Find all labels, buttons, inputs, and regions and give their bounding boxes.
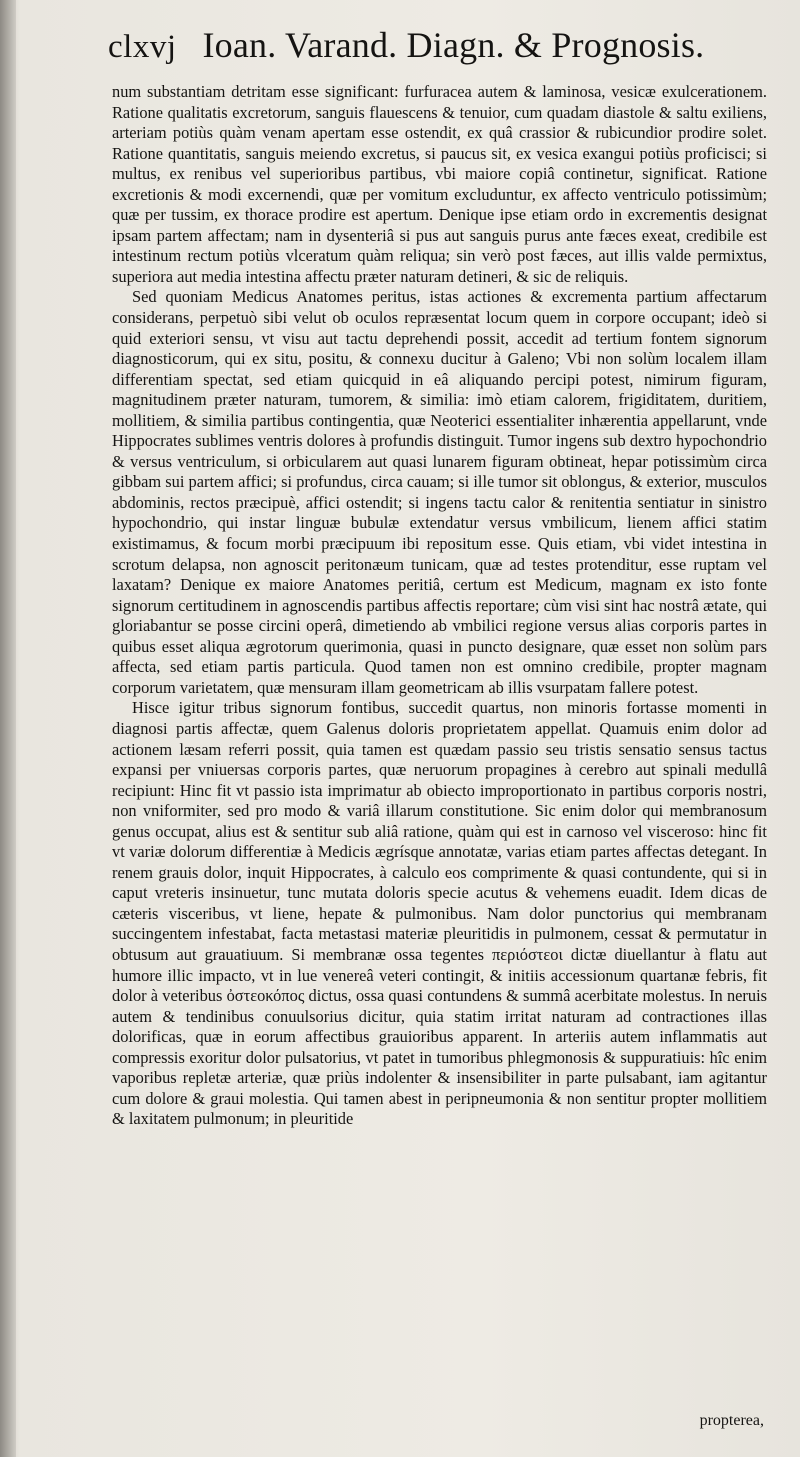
page-header <box>108 24 788 74</box>
folio-number: clxvj <box>108 29 177 65</box>
catchword: propterea, <box>699 1412 764 1429</box>
running-title: Ioan. Varand. Diagn. & Prognosis. <box>202 25 705 65</box>
paragraph-2: Sed quoniam Medicus Anatomes peritus, istas actiones & excrementa partium affectarum considerans, perpetuò sibi velut ob oculos repræsentat locum quem in corpore occupant; ideò si quid exteriori sensu, vt visu aut tactu deprehendi possit, accedit ad tertium fontem signorum diagnosticorum, qui ex situ, positu, & connexu ducitur à Galeno; Vbi non solùm localem illam differentiam spectat, sed etiam quicquid in eâ aliquando percipi potest, nimirum figuram, magnitudinem præter naturam, tumorem, & similia: imò etiam calorem, frigiditatem, duritiem, mollitiem, & similia partibus contingentia, quæ Neoterici essentialiter inhærentia appellarunt, vnde Hippocrates sublimes ventris dolores à profundis distinguit. Tumor ingens sub dextro hypochondrio & versus ventriculum, si orbicularem aut quasi lunarem figuram obtineat, hepar potissimùm circa gibbam sui partem affici; si profundus, circa cauam; si ille tumor sit oblongus, & exterior, musculos abdominis, rectos præcipuè, affici ostendit; si ingens tactu calor & renitentia sentiatur in sinistro hypochondrio, qui instar linguæ bubulæ extendatur versus vmbilicum, lienem affici statim existimamus, & focum morbi præcipuum ibi repositum esse. Quis etiam, vbi videt intestina in scrotum delapsa, non agnoscit peritonæum tunicam, quæ ad testes protenditur, esse ruptam vel laxatam? Denique ex maiore Anatomes peritiâ, certum est Medicum, magnam ex isto fonte signorum certitudinem in agnoscendis partibus affectis reportare; cùm visi sint hac nostrâ ætate, qui gloriabantur se posse circini operâ, dimetiendo ab vmbilici regione versus alias corporis partes in quibus esset aliqua ægrotorum querimonia, quasi in puncto designare, quæ esset non solùm pars affecta, sed etiam partis particula. Quod tamen non est omnino credibile, propter magnam corporum varietatem, quæ mensuram illam geometricam ab illis vsurpatam fallere potest. <box>112 287 767 697</box>
paragraph-3: Hisce igitur tribus signorum fontibus, succedit quartus, non minoris fortasse momenti in diagnosi partis affectæ, quem Galenus doloris proprietatem appellat. Quamuis enim dolor ad actionem læsam referri possit, quia tamen est quædam passio seu tristis sensatio sensus tactus expansi per vniuersas corporis partes, quæ neruorum propagines à cerebro aut spinali medullâ recipiunt: Hinc fit vt passio ista imprimatur ab obiecto improportionato in partibus corporis nostri, non vniformiter, sed pro modo & variâ illarum constitutione. Sic enim dolor qui membranosum genus occupat, alius est & sentitur sub aliâ ratione, quàm qui est in carnoso vel visceroso: hinc fit vt variæ dolorum differentiæ à Medicis ægrísque annotatæ, varias etiam partes affectas detegant. In renem grauis dolor, inquit Hippocrates, à calculo eos comprimente & quasi contundente, qui si in caput vreteris insinuetur, tunc mutata doloris specie acutus & vehemens euadit. Idem dicas de cæteris visceribus, vt liene, hepate & pulmonibus. Nam dolor punctorius qui membranam succingentem infestabat, facta metastasi materiæ pleuritidis in pulmonem, cessat & permutatur in obtusum aut grauatiuum. Si membranæ ossa tegentes περιόστεοι dictæ diuellantur à flatu aut humore illic impacto, vt in lue venereâ veteri contingit, & initiis accessionum quartanæ febris, fit dolor à veteribus ὀστεοκόπος dictus, ossa quasi contundens & summâ acerbitate molestus. In neruis autem & tendinibus conuulsorius dicitur, quia statim irritat naturam ad contractiones illas dolorificas, quæ in eorum affectibus grauioribus apparent. In arteriis autem inflammatis aut compressis exoritur dolor pulsatorius, vt patet in tumoribus phlegmonosis & suppuratiuis: hîc enim vaporibus repletæ arteriæ, quæ priùs indolenter & insensibiliter in parte pulsabant, iam agitantur cum dolore & graui molestia. Qui tamen abest in peripneumonia & non sentitur propter mollitiem & laxitatem pulmonum; in pleuritide <box>112 698 767 1129</box>
paragraph-1: num substantiam detritam esse significant: furfuracea autem & laminosa, vesicæ exulcerationem. Ratione qualitatis excretorum, sanguis flauescens & tenuior, cum quadam diastole & saltu exiliens, arteriam potiùs quàm venam apertam esse ostendit, ex quâ crassior & rubicundior prodire solet. Ratione quantitatis, sanguis meiendo excretus, si paucus sit, ex vesica exangui potiùs proficisci; si multus, ex renibus vel superioribus partibus, vbi maiore copiâ continetur, significat. Ratione excretionis & modi excernendi, quæ per vomitum excluduntur, ex affecto ventriculo potissimùm; quæ per tussim, ex thorace prodire est apertum. Denique ipse etiam ordo in excrementis designat ipsam partem affectam; nam in dysenteriâ si pus aut sanguis purus ante fæces exeat, credibile est intestinum rectum potiùs vlceratum quàm reliqua; sin verò post fæces, aut illis valde permixtus, superiora aut media intestina affectu præter naturam detineri, & sic de reliquis. <box>112 82 767 286</box>
page-gutter-shadow <box>0 0 16 1457</box>
text-body <box>112 82 767 1130</box>
